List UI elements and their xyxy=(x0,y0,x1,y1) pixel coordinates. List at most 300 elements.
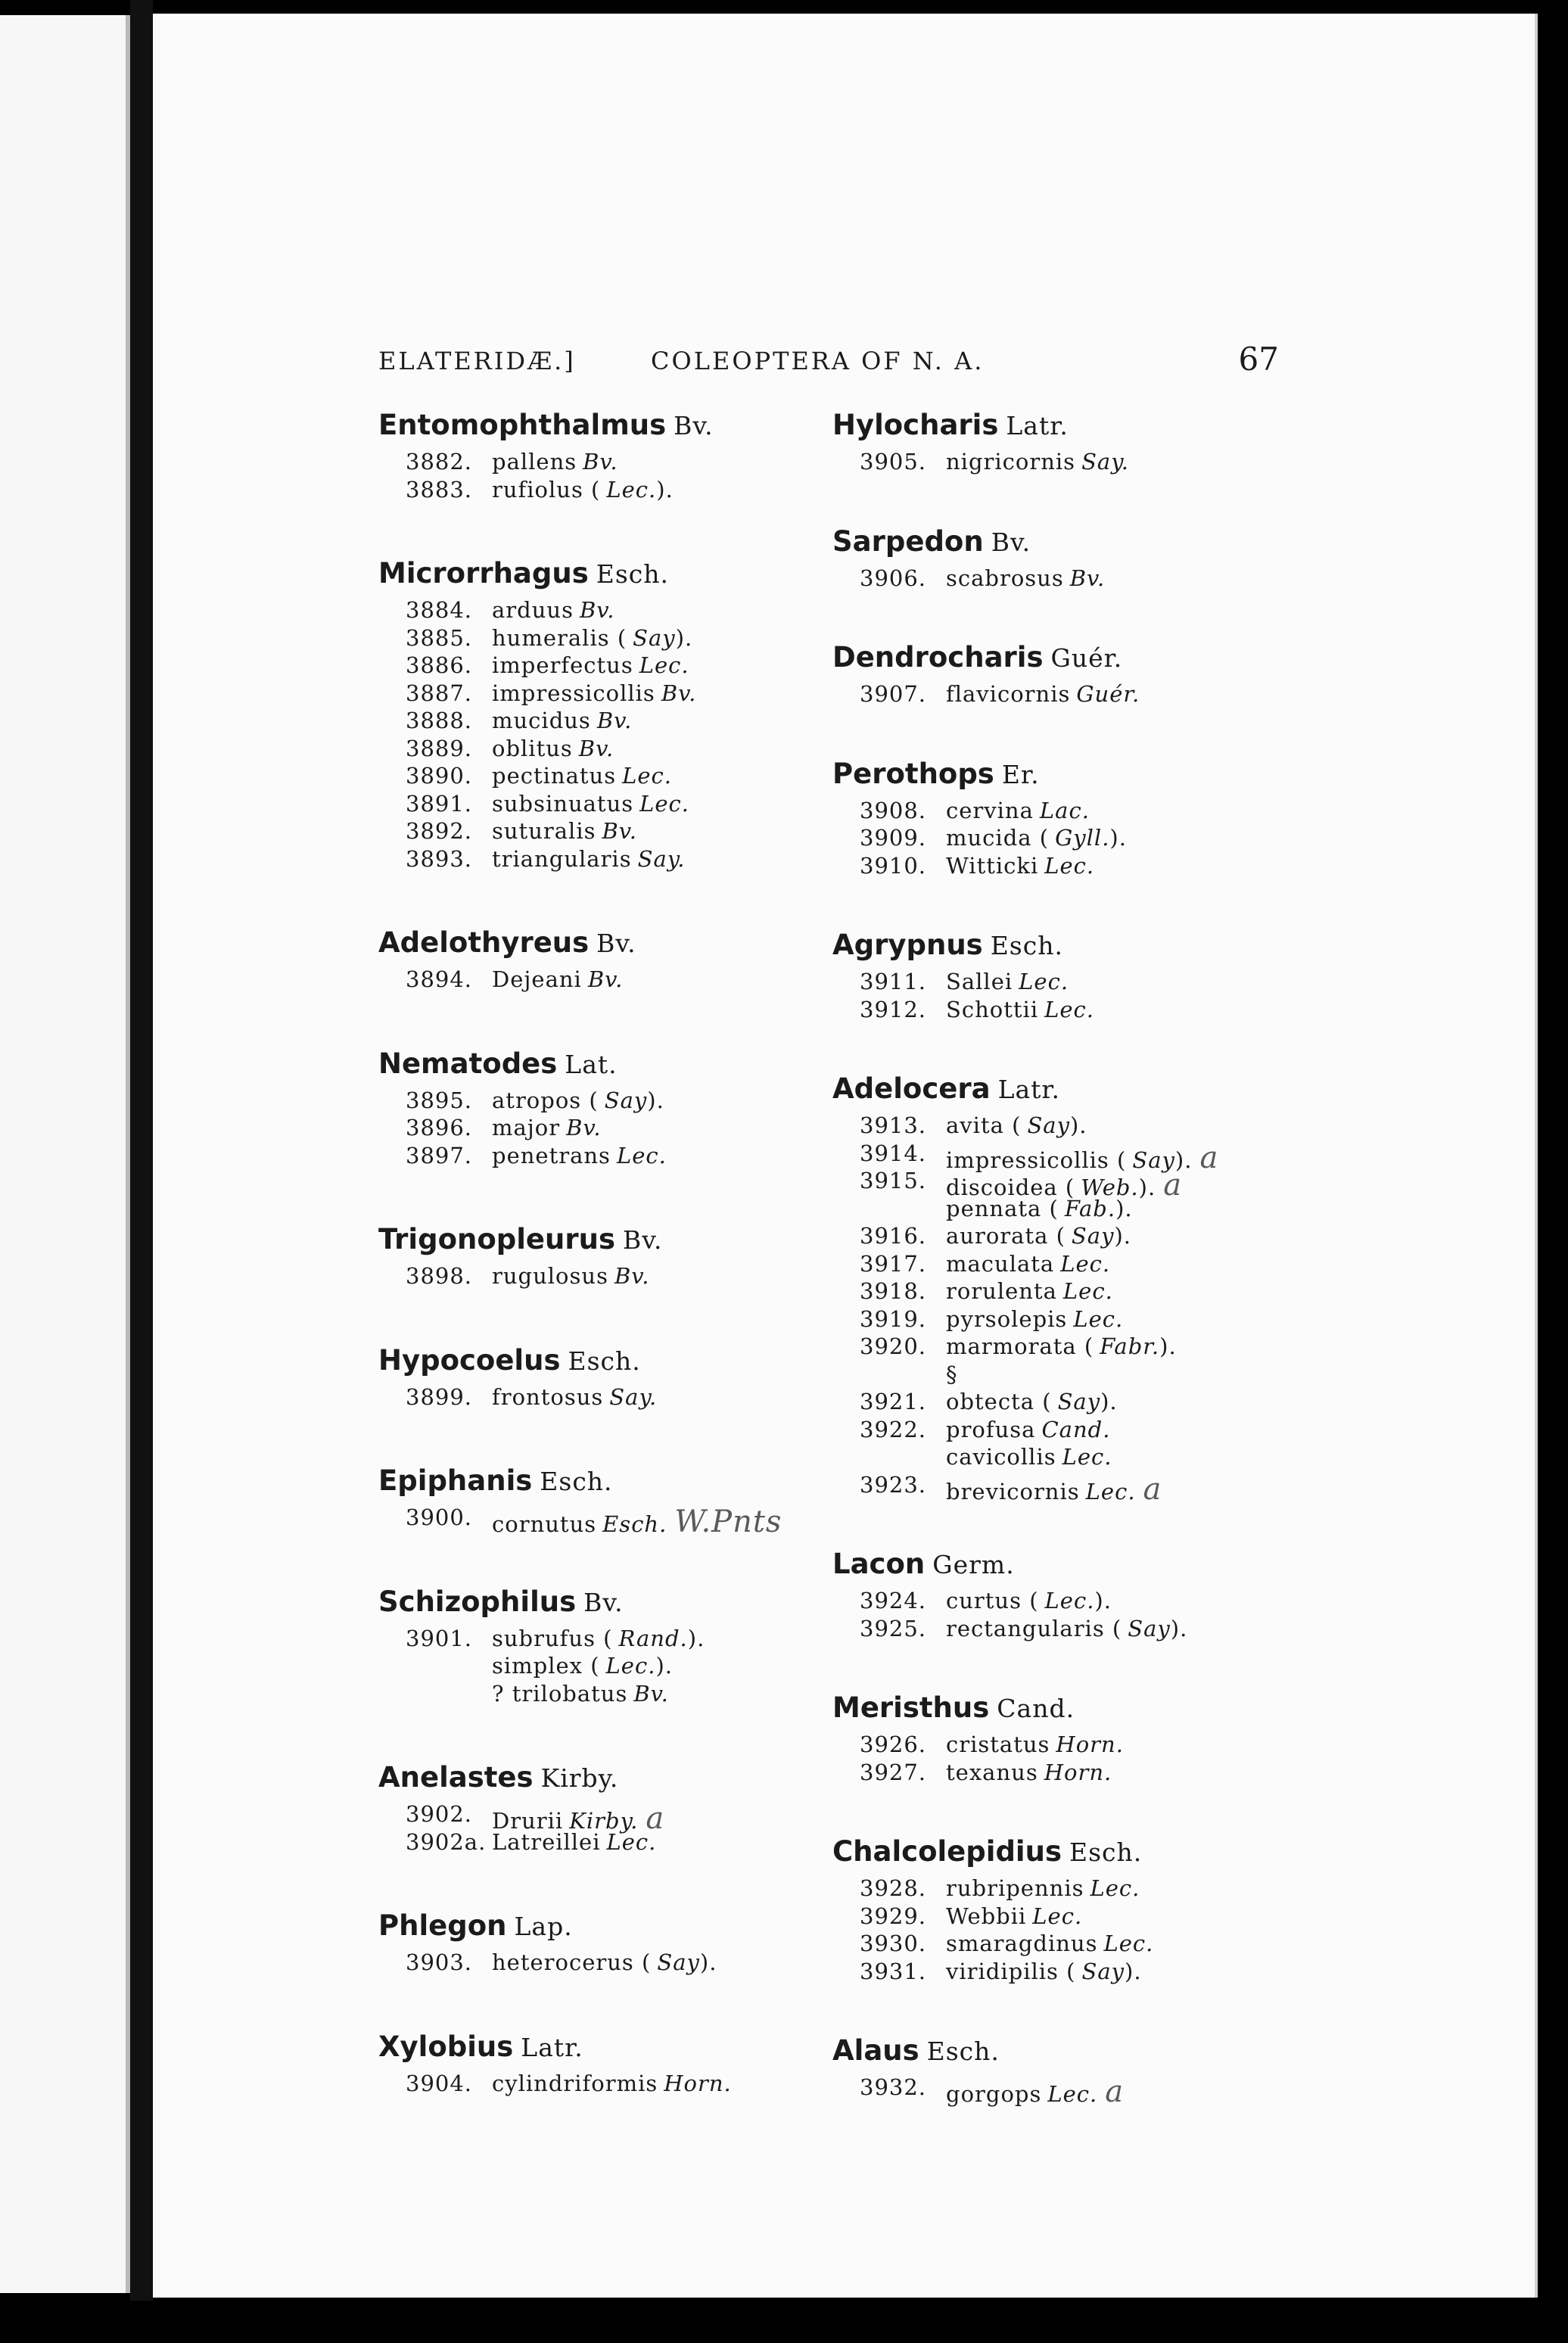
species-entry xyxy=(378,736,772,764)
species-entry xyxy=(832,1306,1256,1334)
species-name: Drurii Kirby. a xyxy=(492,1801,665,1836)
genus-heading xyxy=(378,1909,772,1942)
species-entry xyxy=(378,1626,772,1654)
species-author: Bv. xyxy=(633,1680,669,1707)
species-entry xyxy=(378,2071,772,2099)
species-entry xyxy=(378,1263,772,1291)
species-author: Bv. xyxy=(566,1115,602,1140)
species-entry xyxy=(832,1903,1256,1931)
genus-block xyxy=(832,929,1256,1024)
species-author: Horn. xyxy=(1044,1759,1112,1785)
species-number: 3915. xyxy=(860,1168,927,1193)
species-author: Lec. xyxy=(639,790,690,817)
genus-heading xyxy=(378,409,772,441)
section-spacer xyxy=(832,1800,1256,1835)
species-entry xyxy=(378,763,772,791)
species-name: major Bv. xyxy=(492,1115,602,1140)
header-title: COLEOPTERA OF N. A. xyxy=(651,347,985,375)
genus-name: Perothops xyxy=(832,757,994,790)
species-entry xyxy=(378,708,772,736)
species-entry xyxy=(832,1417,1256,1445)
species-name: Dejeani Bv. xyxy=(492,966,624,992)
species-author: Bv. xyxy=(661,680,697,706)
species-name: maculata Lec. xyxy=(946,1250,1111,1277)
species-entry xyxy=(378,1653,772,1681)
species-name: texanus Horn. xyxy=(946,1759,1112,1785)
species-name: impressicollis ( Say). a xyxy=(946,1140,1219,1175)
species-entry xyxy=(832,1389,1256,1417)
species-author: Cand. xyxy=(1041,1416,1111,1442)
species-author: Lec. xyxy=(1103,1931,1154,1956)
genus-heading xyxy=(378,1047,772,1080)
species-number: 3891. xyxy=(406,790,473,817)
species-number: 3887. xyxy=(406,680,473,706)
species-name: cornutus Esch. W.Pnts xyxy=(492,1504,782,1539)
species-name: Latreillei Lec. xyxy=(492,1828,657,1855)
species-number: 3911. xyxy=(860,969,927,994)
species-author: Say xyxy=(657,1949,700,1975)
genus-name: Dendrocharis xyxy=(832,641,1044,674)
species-author: Say xyxy=(1071,1223,1115,1249)
species-name: pectinatus Lec. xyxy=(492,763,672,789)
handwritten-annotation: a xyxy=(1199,1140,1219,1175)
species-number: 3899. xyxy=(406,1383,473,1410)
species-name: avita ( Say). xyxy=(946,1112,1087,1138)
species-author: Bv. xyxy=(579,597,615,623)
species-entry xyxy=(378,846,772,874)
section-spacer xyxy=(832,1513,1256,1548)
section-spacer xyxy=(832,894,1256,929)
species-number: 3910. xyxy=(860,852,927,879)
species-entry xyxy=(378,1801,772,1836)
species-entry xyxy=(832,1223,1256,1251)
handwritten-annotation: a xyxy=(646,1801,665,1836)
genus-name: Entomophthalmus xyxy=(378,409,667,441)
species-entry xyxy=(832,997,1256,1025)
species-author: Bv. xyxy=(587,966,624,992)
species-entry xyxy=(832,449,1256,477)
species-name: triangularis Say. xyxy=(492,845,686,872)
species-number: 3908. xyxy=(860,797,927,823)
species-number: 3927. xyxy=(860,1759,927,1785)
genus-block xyxy=(832,1072,1256,1507)
species-name: simplex ( Lec.). xyxy=(492,1653,673,1679)
genus-name: Adelothyreus xyxy=(378,926,590,959)
species-author: Horn. xyxy=(664,2070,732,2096)
genus-name: Sarpedon xyxy=(832,524,984,558)
section-spacer xyxy=(378,1991,772,2030)
genus-heading xyxy=(832,1835,1256,1868)
species-author: Fab. xyxy=(1064,1195,1116,1221)
genus-heading xyxy=(832,1548,1256,1580)
species-number: 3883. xyxy=(406,476,473,503)
species-entry xyxy=(832,1140,1256,1175)
species-name: penetrans Lec. xyxy=(492,1142,667,1168)
genus-heading xyxy=(378,1761,772,1794)
species-number: 3919. xyxy=(860,1305,927,1332)
genus-block xyxy=(832,2034,1256,2109)
species-name: Sallei Lec. xyxy=(946,969,1069,994)
species-name: § xyxy=(946,1361,958,1387)
genus-author: Cand. xyxy=(997,1694,1075,1723)
species-author: Say xyxy=(604,1087,648,1113)
species-name: ? trilobatus Bv. xyxy=(492,1680,669,1707)
species-author: Lec. xyxy=(1060,1250,1111,1277)
species-name: subsinuatus Lec. xyxy=(492,790,690,817)
running-header xyxy=(378,341,1279,386)
genus-block xyxy=(378,2030,772,2099)
species-entry xyxy=(832,1931,1256,1959)
species-name: cristatus Horn. xyxy=(946,1732,1124,1757)
section-spacer xyxy=(832,1038,1256,1072)
species-number: 3926. xyxy=(860,1732,927,1757)
species-author: Bv. xyxy=(596,708,633,733)
species-author: Lec. xyxy=(1062,1444,1112,1470)
species-number: 3896. xyxy=(406,1115,473,1140)
genus-name: Microrrhagus xyxy=(378,557,589,590)
species-author: Lec. xyxy=(1032,1903,1083,1929)
species-name: rorulenta Lec. xyxy=(946,1278,1113,1304)
genus-author: Esch. xyxy=(568,1346,641,1376)
species-author: Lec. xyxy=(1044,996,1094,1022)
species-entry xyxy=(378,597,772,625)
species-entry xyxy=(832,1112,1256,1140)
species-number: 3932. xyxy=(860,2074,927,2100)
species-number: 3913. xyxy=(860,1112,927,1138)
species-name: rectangularis ( Say). xyxy=(946,1615,1188,1641)
species-name: smaragdinus Lec. xyxy=(946,1931,1154,1956)
species-number: 3916. xyxy=(860,1223,927,1249)
species-author: Lec. xyxy=(606,1828,657,1855)
species-author: Say xyxy=(1132,1147,1175,1173)
species-entry xyxy=(378,791,772,819)
species-entry xyxy=(832,798,1256,826)
genus-name: Xylobius xyxy=(378,2030,514,2063)
species-number: 3882. xyxy=(406,449,473,475)
species-number: 3921. xyxy=(860,1389,927,1414)
species-name: pennata ( Fab.). xyxy=(946,1195,1133,1221)
species-name: cervina Lac. xyxy=(946,797,1090,823)
species-entry xyxy=(832,1875,1256,1903)
species-number: 3888. xyxy=(406,708,473,733)
genus-name: Phlegon xyxy=(378,1909,507,1942)
genus-name: Chalcolepidius xyxy=(832,1835,1062,1868)
species-entry xyxy=(832,969,1256,997)
species-number: 3929. xyxy=(860,1903,927,1929)
species-author: Esch. xyxy=(602,1511,667,1537)
species-number: 3917. xyxy=(860,1250,927,1277)
species-number: 3925. xyxy=(860,1615,927,1641)
genus-heading xyxy=(832,929,1256,961)
species-number: 3920. xyxy=(860,1333,927,1359)
genus-block xyxy=(378,409,772,504)
species-entry xyxy=(378,966,772,994)
species-author: Bv. xyxy=(614,1263,650,1289)
species-number: 3907. xyxy=(860,681,927,707)
species-number: 3905. xyxy=(860,449,927,475)
genus-name: Meristhus xyxy=(832,1691,990,1724)
species-author: Say xyxy=(1081,1958,1125,1984)
species-author: Lec. xyxy=(622,763,672,789)
species-name: brevicornis Lec. a xyxy=(946,1471,1162,1507)
genus-author: Esch. xyxy=(990,931,1063,960)
genus-heading xyxy=(378,1344,772,1377)
genus-block xyxy=(378,1464,782,1539)
species-name: subrufus ( Rand.). xyxy=(492,1625,705,1651)
page-number: 67 xyxy=(1238,341,1279,378)
species-name: nigricornis Say. xyxy=(946,449,1129,475)
species-name: pyrsolepis Lec. xyxy=(946,1305,1124,1332)
species-author: Say. xyxy=(609,1383,658,1410)
species-author: Say. xyxy=(1081,449,1129,475)
section-spacer xyxy=(832,1999,1256,2034)
genus-author: Bv. xyxy=(596,929,636,958)
species-number: 3918. xyxy=(860,1278,927,1304)
genus-author: Latr. xyxy=(521,2032,583,2062)
genus-heading xyxy=(832,2034,1256,2067)
section-spacer xyxy=(378,1870,772,1909)
species-entry xyxy=(832,1278,1256,1306)
species-name: discoidea ( Web.). a xyxy=(946,1168,1183,1203)
species-number: 3895. xyxy=(406,1087,473,1113)
genus-block xyxy=(832,1835,1256,1986)
species-author: Bv. xyxy=(602,818,637,844)
species-entry xyxy=(378,1829,772,1857)
species-author: Lec. xyxy=(1044,1588,1095,1613)
background-edge xyxy=(1538,30,1568,2293)
handwritten-annotation: W.Pnts xyxy=(674,1504,782,1539)
species-entry xyxy=(378,818,772,846)
species-entry xyxy=(378,680,772,708)
species-entry xyxy=(832,2074,1256,2109)
species-number: 3904. xyxy=(406,2070,473,2096)
species-entry xyxy=(832,1168,1256,1203)
genus-author: Bv. xyxy=(991,527,1031,557)
species-number: 3892. xyxy=(406,818,473,844)
genus-block xyxy=(378,1585,772,1709)
species-number: 3928. xyxy=(860,1875,927,1901)
species-number: 3894. xyxy=(406,966,473,992)
species-number: 3922. xyxy=(860,1416,927,1442)
species-author: Lec. xyxy=(1090,1875,1140,1901)
section-spacer xyxy=(378,1184,772,1223)
genus-author: Germ. xyxy=(932,1550,1015,1579)
species-author: Say xyxy=(1128,1615,1171,1641)
species-entry xyxy=(378,1087,772,1115)
species-number: 3900. xyxy=(406,1504,473,1530)
species-author: Say xyxy=(1027,1112,1070,1138)
species-author: Lec. xyxy=(616,1142,667,1168)
species-entry xyxy=(378,1143,772,1171)
species-entry xyxy=(832,1251,1256,1279)
species-author: Kirby. xyxy=(569,1808,639,1834)
species-author: Say. xyxy=(637,845,686,872)
genus-name: Hylocharis xyxy=(832,409,999,441)
species-author: Gyll. xyxy=(1055,825,1110,851)
section-spacer xyxy=(832,723,1256,758)
book-gutter xyxy=(130,0,153,2301)
species-entry xyxy=(832,681,1256,709)
genus-block xyxy=(378,926,772,994)
genus-heading xyxy=(832,1072,1256,1105)
species-entry xyxy=(832,1588,1256,1616)
species-number: 3930. xyxy=(860,1931,927,1956)
species-number: 3886. xyxy=(406,652,473,678)
species-entry xyxy=(378,625,772,653)
species-author: Lec. xyxy=(639,652,689,678)
species-number: 3897. xyxy=(406,1142,473,1168)
left-column xyxy=(378,409,782,2111)
species-entry xyxy=(832,1760,1256,1788)
species-number: 3912. xyxy=(860,996,927,1022)
species-entry xyxy=(378,1949,772,1977)
species-name: scabrosus Bv. xyxy=(946,565,1106,591)
species-entry xyxy=(832,1959,1256,1987)
species-author: Lec. xyxy=(605,1653,656,1679)
species-name: marmorata ( Fabr.). xyxy=(946,1333,1177,1359)
header-family: ELATERIDÆ.] xyxy=(378,347,576,375)
species-name: oblitus Bv. xyxy=(492,735,614,761)
genus-name: Schizophilus xyxy=(378,1585,577,1618)
species-number: 3902a. xyxy=(406,1828,487,1855)
species-number: 3898. xyxy=(406,1263,473,1289)
species-name: gorgops Lec. a xyxy=(946,2074,1125,2109)
genus-heading xyxy=(378,1223,772,1256)
species-name: obtecta ( Say). xyxy=(946,1389,1118,1414)
facing-page-edge xyxy=(0,15,130,2293)
genus-block xyxy=(378,1761,772,1856)
species-author: Lec. xyxy=(606,476,657,503)
species-entry xyxy=(378,1504,782,1539)
species-name: cavicollis Lec. xyxy=(946,1444,1112,1470)
species-author: Bv. xyxy=(1069,565,1106,591)
genus-author: Bv. xyxy=(622,1225,663,1255)
species-name: heterocerus ( Say). xyxy=(492,1949,717,1975)
species-entry xyxy=(832,1732,1256,1760)
handwritten-annotation: a xyxy=(1143,1471,1162,1507)
species-entry xyxy=(832,1616,1256,1644)
species-author: Lec. xyxy=(1085,1478,1136,1504)
species-name: aurorata ( Say). xyxy=(946,1223,1132,1249)
species-number: 3890. xyxy=(406,763,473,789)
genus-heading xyxy=(832,409,1256,441)
genus-author: Lat. xyxy=(565,1049,618,1079)
genus-name: Anelastes xyxy=(378,1761,534,1794)
section-spacer xyxy=(378,1305,772,1344)
species-author: Rand. xyxy=(618,1625,688,1651)
genus-author: Bv. xyxy=(583,1587,624,1617)
species-entry xyxy=(378,1115,772,1143)
genus-heading xyxy=(832,758,1256,790)
genus-author: Guér. xyxy=(1050,643,1123,673)
genus-heading xyxy=(832,641,1256,674)
genus-block xyxy=(832,525,1256,593)
species-name: mucidus Bv. xyxy=(492,708,633,733)
species-entry xyxy=(378,477,772,505)
species-number: 3924. xyxy=(860,1588,927,1613)
genus-block xyxy=(832,1691,1256,1787)
section-spacer xyxy=(378,1722,772,1761)
species-author: Bv. xyxy=(578,735,614,761)
species-name: pallens Bv. xyxy=(492,449,618,475)
species-name: atropos ( Say). xyxy=(492,1087,664,1113)
species-entry xyxy=(832,565,1256,593)
species-number: 3914. xyxy=(860,1140,927,1166)
genus-block xyxy=(832,758,1256,881)
species-entry xyxy=(832,1444,1256,1472)
species-entry xyxy=(378,1384,772,1412)
species-name: mucida ( Gyll.). xyxy=(946,825,1127,851)
genus-author: Esch. xyxy=(540,1467,613,1496)
species-name: rufiolus ( Lec.). xyxy=(492,476,674,503)
species-name: Witticki Lec. xyxy=(946,852,1095,879)
species-name: rugulosus Bv. xyxy=(492,1263,650,1289)
genus-name: Hypocoelus xyxy=(378,1343,561,1377)
species-entry xyxy=(832,1471,1256,1507)
species-author: Lec. xyxy=(1047,2081,1098,2107)
species-author: Lec. xyxy=(1019,969,1069,994)
genus-author: Er. xyxy=(1001,759,1040,789)
handwritten-annotation: a xyxy=(1163,1168,1183,1203)
right-column xyxy=(832,409,1256,2116)
species-name: flavicornis Guér. xyxy=(946,681,1140,707)
species-entry xyxy=(832,1333,1256,1361)
genus-block xyxy=(378,1909,772,1977)
genus-author: Latr. xyxy=(997,1075,1061,1104)
genus-name: Epiphanis xyxy=(378,1464,533,1497)
section-spacer xyxy=(378,1008,772,1047)
species-author: Say xyxy=(633,624,676,651)
species-entry xyxy=(378,652,772,680)
species-author: Lec. xyxy=(1044,852,1095,879)
species-name: impressicollis Bv. xyxy=(492,680,697,706)
species-author: Fabr. xyxy=(1100,1333,1160,1359)
species-number: 3902. xyxy=(406,1801,473,1827)
species-name: rubripennis Lec. xyxy=(946,1875,1140,1901)
species-author: Lec. xyxy=(1062,1278,1113,1304)
species-name: imperfectus Lec. xyxy=(492,652,689,678)
species-author: Say xyxy=(1057,1389,1101,1414)
species-name: Webbii Lec. xyxy=(946,1903,1083,1929)
section-spacer xyxy=(378,518,772,557)
genus-block xyxy=(378,1047,772,1171)
species-author: Bv. xyxy=(583,449,618,475)
species-number: 3903. xyxy=(406,1949,473,1975)
genus-author: Lap. xyxy=(514,1912,573,1941)
species-author: Horn. xyxy=(1056,1732,1124,1757)
genus-block xyxy=(832,1548,1256,1643)
genus-block xyxy=(378,1344,772,1412)
genus-heading xyxy=(378,926,772,959)
species-name: arduus Bv. xyxy=(492,597,615,623)
species-entry xyxy=(378,1681,772,1709)
genus-block xyxy=(378,557,772,873)
species-number: 3885. xyxy=(406,624,473,651)
species-number: 3906. xyxy=(860,565,927,591)
genus-name: Nematodes xyxy=(378,1047,558,1080)
genus-name: Lacon xyxy=(832,1548,926,1580)
genus-author: Bv. xyxy=(674,411,714,440)
species-author: Web. xyxy=(1081,1175,1139,1200)
species-name: cylindriformis Horn. xyxy=(492,2070,732,2096)
genus-name: Agrypnus xyxy=(832,929,983,961)
genus-heading xyxy=(378,2030,772,2063)
species-name: frontosus Say. xyxy=(492,1383,658,1410)
genus-heading xyxy=(378,1585,772,1618)
genus-block xyxy=(832,641,1256,709)
section-spacer xyxy=(378,887,772,926)
genus-heading xyxy=(378,1464,772,1497)
